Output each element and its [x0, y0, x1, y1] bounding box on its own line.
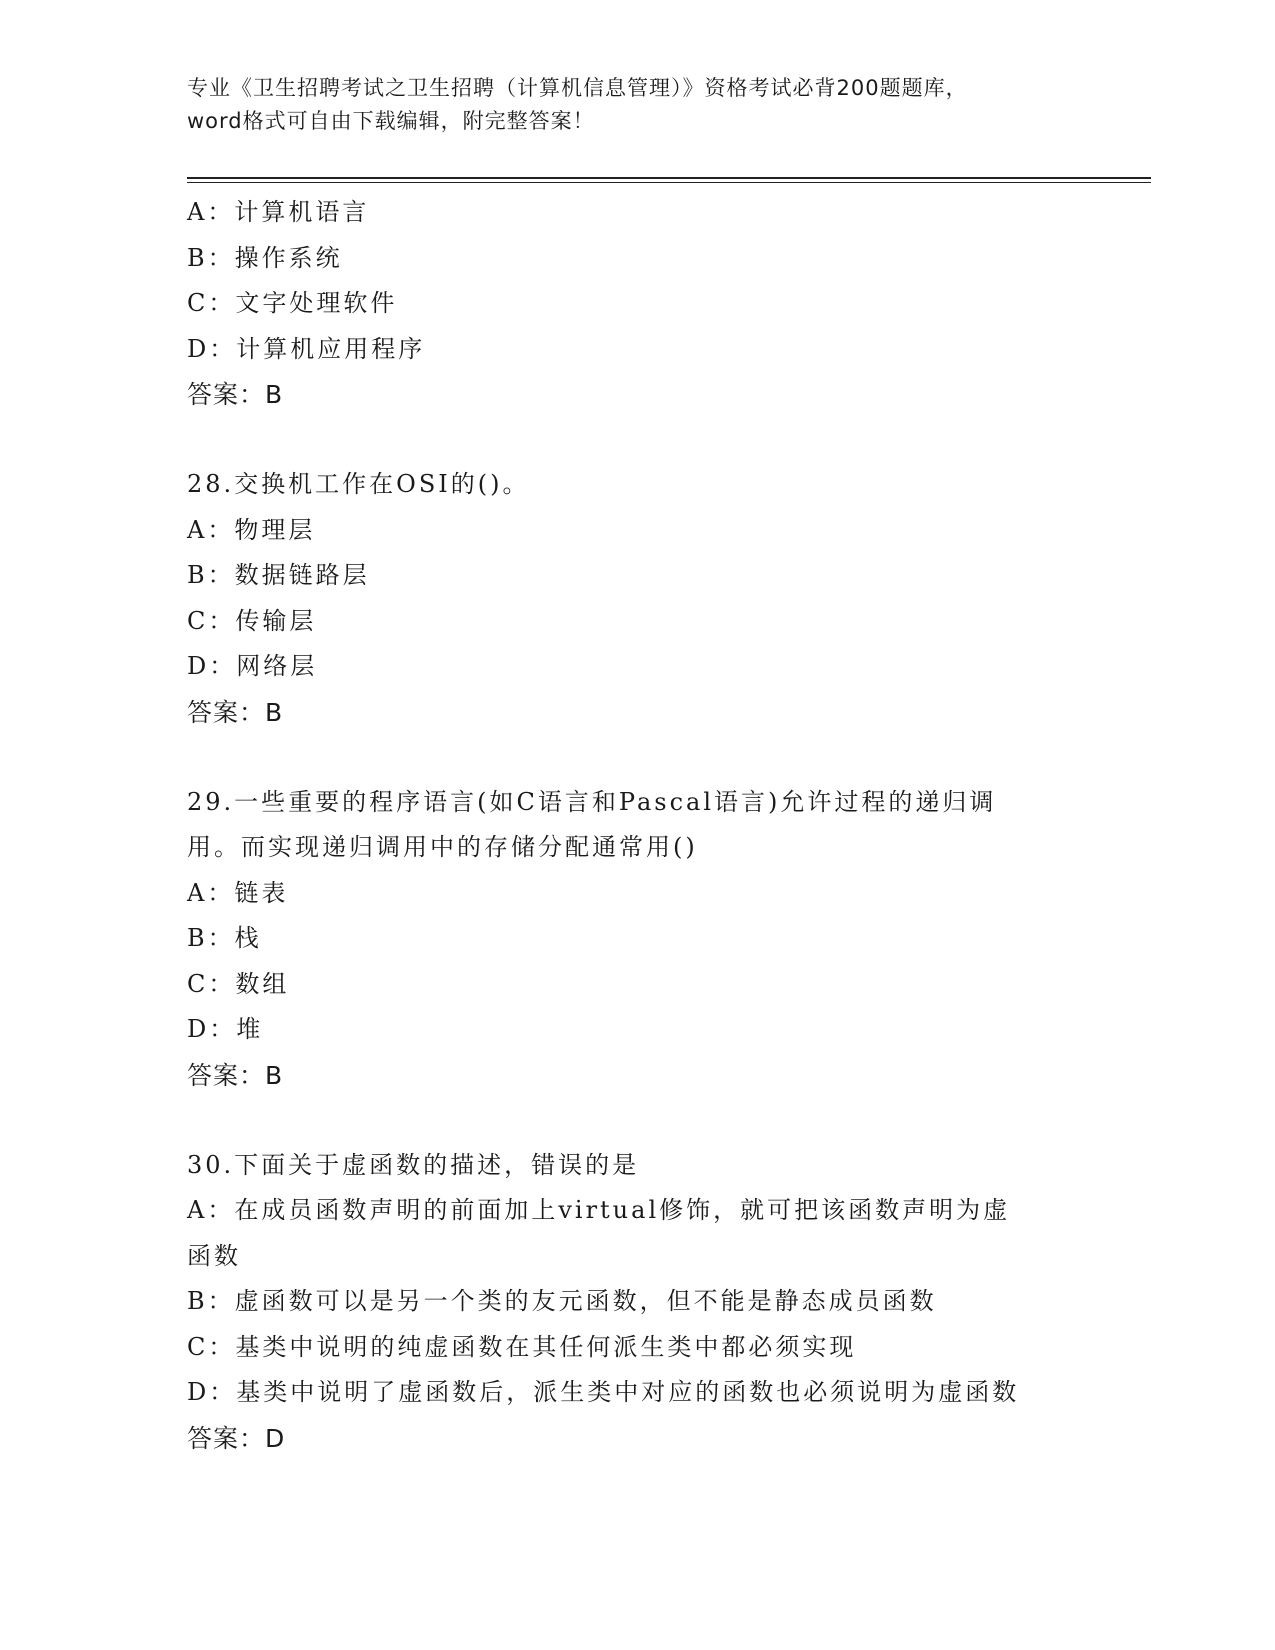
option-a-line-1: A：在成员函数声明的前面加上virtual修饰，就可把该函数声明为虚	[187, 1196, 1011, 1224]
answer: 答案：B	[187, 1060, 284, 1090]
document-header	[187, 72, 1067, 138]
question-list	[187, 190, 1087, 1462]
header-divider-thin	[187, 182, 1151, 183]
option-b: B：虚函数可以是另一个类的友元函数，但不能是静态成员函数	[187, 1287, 937, 1315]
answer: 答案：B	[187, 697, 284, 727]
question-30	[187, 1143, 1087, 1462]
question-stem-line-2: 用。而实现递归调用中的存储分配通常用()	[187, 833, 698, 861]
spacer	[187, 418, 1087, 462]
header-line-2: word格式可自由下载编辑，附完整答案！	[187, 109, 595, 133]
answer: 答案：B	[187, 380, 284, 409]
option-c: C：基类中说明的纯虚函数在其任何派生类中都必须实现	[187, 1332, 857, 1361]
question-stem: 28.交换机工作在OSI的()。	[187, 470, 530, 498]
answer: 答案：D	[187, 1423, 286, 1453]
spacer	[187, 1099, 1087, 1143]
option-b: B：栈	[187, 924, 262, 952]
option-d: D：计算机应用程序	[187, 334, 426, 363]
option-a: A：链表	[187, 878, 289, 907]
option-c: C：文字处理软件	[187, 289, 398, 317]
option-a: A：物理层	[187, 515, 316, 544]
option-a: A：计算机语言	[187, 198, 370, 226]
question-stem: 30.下面关于虚函数的描述，错误的是	[187, 1150, 640, 1179]
option-d: D：堆	[187, 1015, 264, 1043]
option-a-line-2: 函数	[187, 1241, 241, 1270]
question-29	[187, 780, 1087, 1099]
option-b: B：数据链路层	[187, 561, 370, 589]
option-d: D：基类中说明了虚函数后，派生类中对应的函数也必须说明为虚函数	[187, 1378, 1020, 1406]
header-divider-thick	[187, 177, 1151, 179]
option-c: C：传输层	[187, 606, 317, 635]
spacer	[187, 736, 1087, 780]
header-line-1: 专业《卫生招聘考试之卫生招聘（计算机信息管理）》资格考试必背200题题库，	[187, 76, 968, 100]
question-27	[187, 190, 1087, 418]
question-28	[187, 462, 1087, 736]
option-c: C：数组	[187, 969, 290, 998]
question-stem-line-1: 29.一些重要的程序语言(如C语言和Pascal语言)允许过程的递归调	[187, 787, 997, 816]
option-b: B：操作系统	[187, 243, 343, 272]
option-d: D：网络层	[187, 652, 318, 680]
